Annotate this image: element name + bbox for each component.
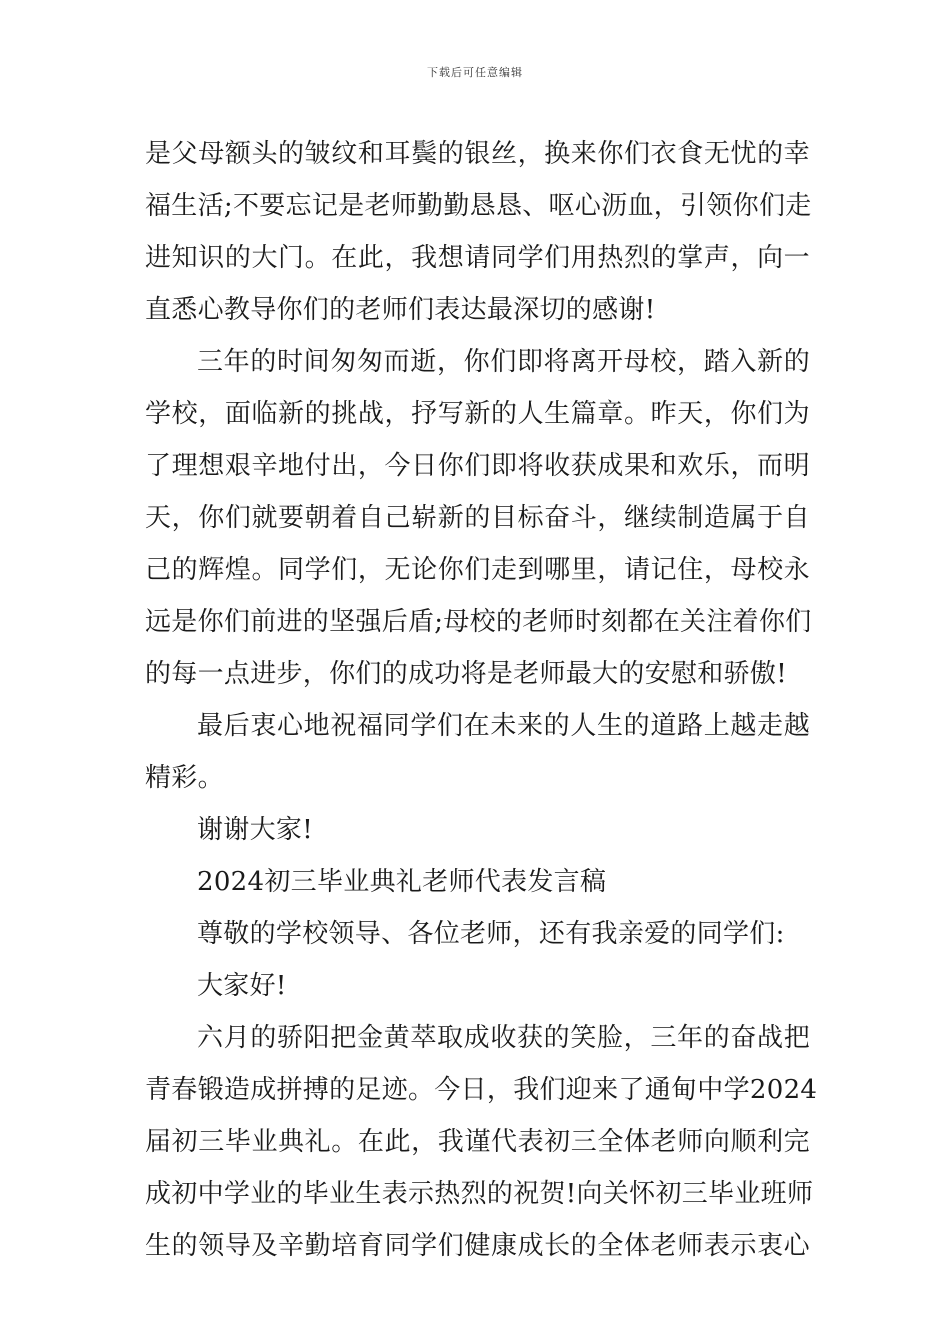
salutation-line: 尊敬的学校领导、各位老师，还有我亲爱的同学们: <box>197 919 785 949</box>
text-line: 己的辉煌。同学们，无论你们走到哪里，请记住，母校永 <box>145 555 810 585</box>
text-line: 福生活;不要忘记是老师勤勤恳恳、呕心沥血，引领你们走 <box>145 191 812 221</box>
greeting-line: 大家好! <box>197 971 287 1001</box>
text-line: 远是你们前进的坚强后盾;母校的老师时刻都在关注着你们 <box>145 607 812 637</box>
text-line: 成初中学业的毕业生表示热烈的祝贺!向关怀初三毕业班师 <box>145 1179 814 1209</box>
document-title: 2024初三毕业典礼老师代表发言稿 <box>197 867 607 897</box>
text-line: 天，你们就要朝着自己崭新的目标奋斗，继续制造属于自 <box>145 503 810 533</box>
text-line: 生的领导及辛勤培育同学们健康成长的全体老师表示衷心 <box>145 1231 810 1261</box>
document-body <box>145 128 818 1272</box>
text-line: 精彩。 <box>145 763 224 793</box>
text-line: 届初三毕业典礼。在此，我谨代表初三全体老师向顺利完 <box>145 1127 810 1157</box>
text-line: 是父母额头的皱纹和耳鬓的银丝，换来你们衣食无忧的幸 <box>145 139 810 169</box>
text-line: 学校，面临新的挑战，抒写新的人生篇章。昨天，你们为 <box>145 399 810 429</box>
paragraph-start-line: 六月的骄阳把金黄萃取成收获的笑脸，三年的奋战把 <box>197 1023 810 1053</box>
paragraph-start-line: 三年的时间匆匆而逝，你们即将离开母校，踏入新的 <box>197 347 810 377</box>
header-note: 下载后可任意编辑 <box>427 66 523 79</box>
text-line: 了理想艰辛地付出，今日你们即将收获成果和欢乐，而明 <box>145 451 810 481</box>
text-line: 的每一点进步，你们的成功将是老师最大的安慰和骄傲! <box>145 659 787 689</box>
text-line: 青春锻造成拼搏的足迹。今日，我们迎来了通甸中学2024 <box>145 1075 818 1105</box>
text-line: 进知识的大门。在此，我想请同学们用热烈的掌声，向一 <box>145 243 810 273</box>
paragraph-start-line: 最后衷心地祝福同学们在未来的人生的道路上越走越 <box>197 711 810 741</box>
text-line: 直悉心教导你们的老师们表达最深切的感谢! <box>145 295 656 325</box>
closing-line: 谢谢大家! <box>197 815 313 845</box>
